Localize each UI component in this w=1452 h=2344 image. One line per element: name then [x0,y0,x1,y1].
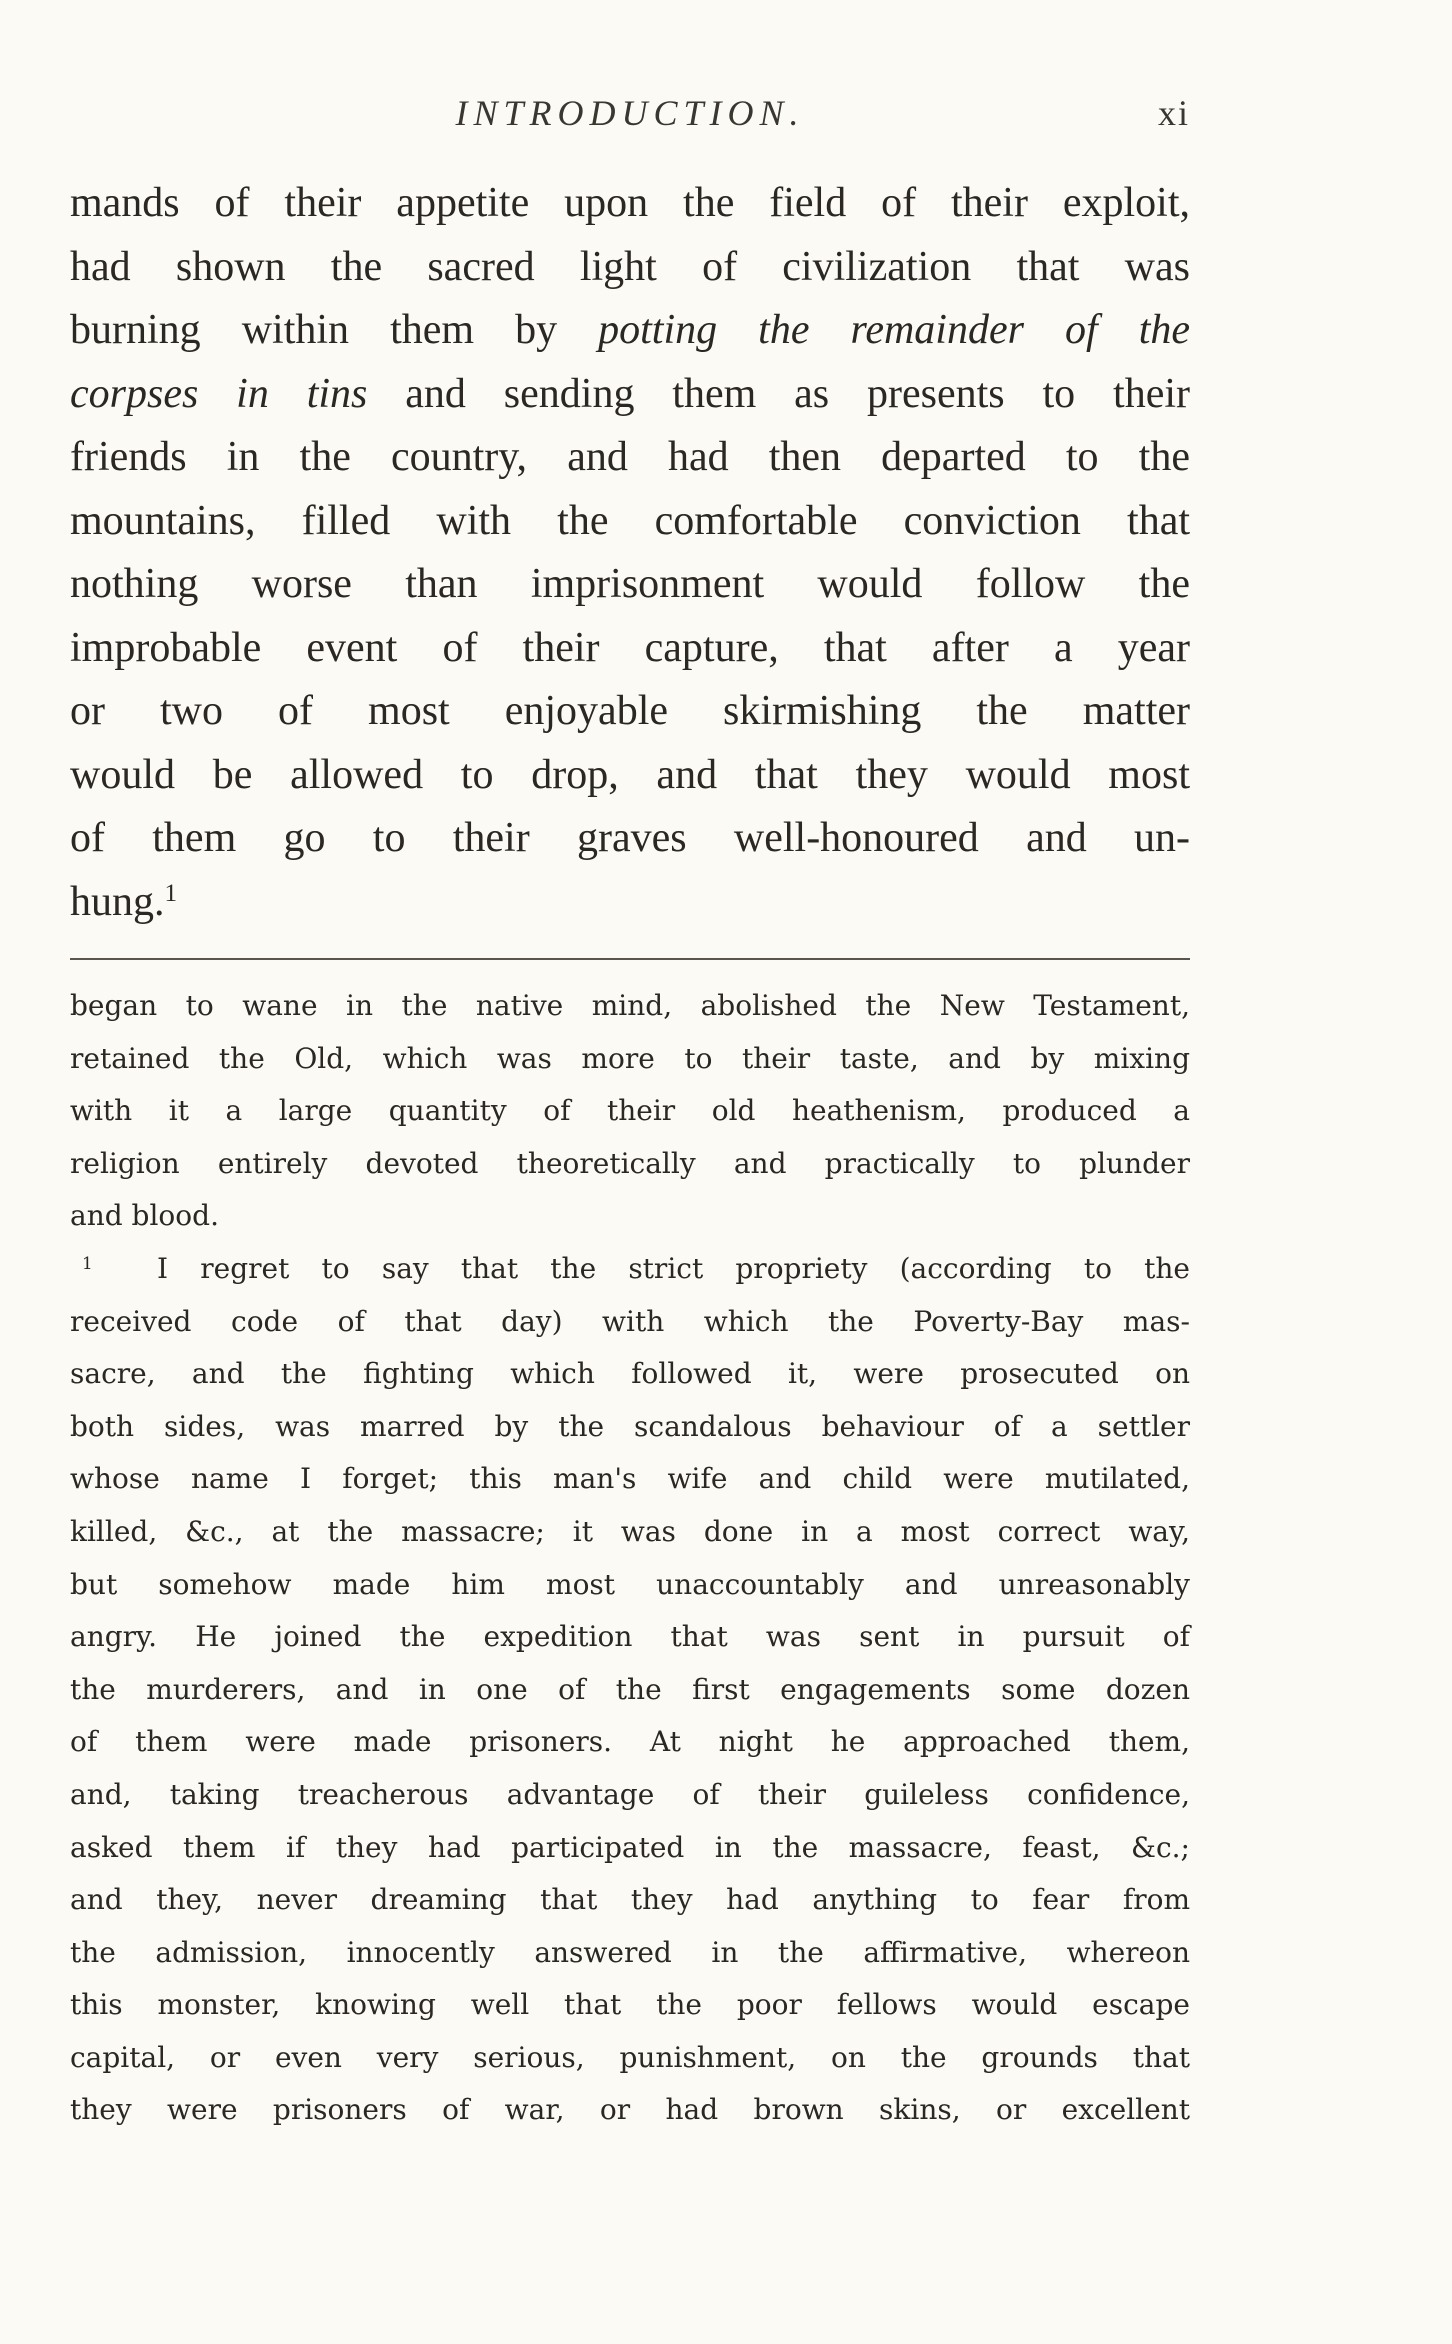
footnote-line [70,1243,1190,1296]
footnote-line: the murderers, and in one of the first engagements some dozen [70,1672,1190,1706]
footnote-line: both sides, was marred by the scandalous behaviour of a settler [70,1409,1190,1443]
footnote-line: and, taking treacherous advantage of their guileless confidence, [70,1777,1190,1811]
text-line: nothing worse than imprisonment would follow the [70,561,1190,607]
footnote-line: began to wane in the native mind, abolished the New Testament, [70,989,1190,1022]
footnote-reference: 1 [164,879,178,907]
footnote-line: angry. He joined the expedition that was sent in pursuit of [70,1620,1190,1654]
footnote-line: they were prisoners of war, or had brown skins, or excellent [70,2093,1190,2127]
text-line: or two of most enjoyable skirmishing the matter [70,688,1190,734]
text-line: mands of their appetite upon the field of their exploit, [70,180,1190,226]
footnote-line: this monster, knowing well that the poor fellows would escape [70,1988,1190,2022]
text-line [70,871,1190,935]
footnote-line: asked them if they had participated in the massacre, feast, &c.; [70,1830,1190,1864]
footnote-line: retained the Old, which was more to their taste, and by mixing [70,1041,1190,1075]
footnote-line: whose name I forget; this man's wife and child were mutilated, [70,1462,1190,1496]
page-number: xi [1157,93,1190,133]
footnote-marker: 1 [82,1252,93,1273]
text-line [70,299,1190,363]
footnote-line: capital, or even very serious, punishment, on the grounds that [70,2040,1190,2074]
footnote-line: of them were made prisoners. At night he approached them, [70,1725,1190,1759]
text-segment: burning within them by [70,307,558,353]
footnote-line: sacre, and the fighting which followed it, were prosecuted on [70,1357,1190,1391]
text-line: friends in the country, and had then departed to the [70,434,1190,480]
text-line [70,363,1190,427]
text-line: improbable event of their capture, that after a year [70,624,1190,671]
main-text [70,172,1190,934]
text-segment: and sending them as presents to their [405,370,1191,417]
footnotes [70,980,1190,2137]
footnote-line: killed, &c., at the massacre; it was done in a most correct way, [70,1514,1190,1548]
text-segment: hung. [70,878,165,925]
footnote-line: and they, never dreaming that they had anything to fear from [70,1883,1190,1917]
footnote-line: religion entirely devoted theoretically and practically to plunder [70,1146,1190,1180]
footnote-line: the admission, innocently answered in the affirmative, whereon [70,1935,1190,1969]
running-title: INTRODUCTION. [455,93,805,133]
footnote-line: received code of that day) with which the Poverty-Bay mas- [70,1304,1190,1338]
footnote-rule [70,958,1190,960]
footnote-line: and blood. [70,1199,219,1233]
text-line: mountains, filled with the comfortable conviction that [70,497,1190,544]
running-head [70,92,1190,142]
text-line: would be allowed to drop, and that they would most [70,751,1190,798]
text-line: of them go to their graves well-honoured and un- [70,815,1190,861]
footnote-line: but somehow made him most unaccountably and unreasonably [70,1567,1190,1601]
italic-phrase: corpses in tins [70,370,368,417]
text-line: had shown the sacred light of civilization that was [70,243,1190,290]
footnote-line: with it a large quantity of their old heathenism, produced a [70,1094,1190,1128]
text-segment: I regret to say that the strict propriety (according to the [157,1251,1190,1285]
italic-phrase: potting the remainder of the [598,307,1190,353]
